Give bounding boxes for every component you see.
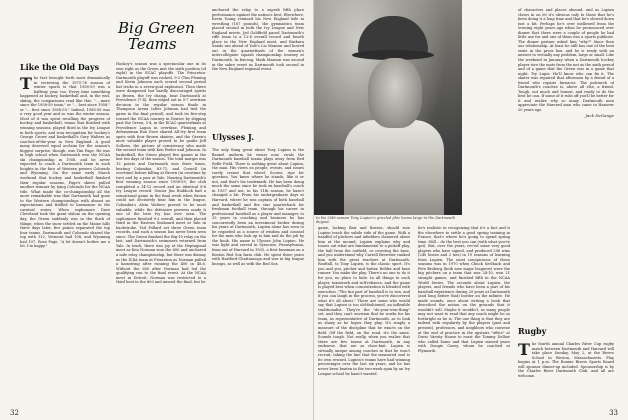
right-col3-text: of characters and places abound, and as Lupien closes in on 60 it's obvious only to those that he's been doing it a long time and that he's slowed down just a bit. Perhaps he's over mellowed from the evening eight years ago when he pronounced over dinner that there were a couple of people he had little use for and one of them was a sports publicist. The dinner partner asked him "why?" Since then our relationship. At least he still has one of the best seats in the press box, and he is ready with an answer to virtually any problem, large or small. Like the weekend in January when a Dartmouth hockey player tore the mats from the net as the sixth period and of a game that the Green was in a game that night. Try Lupie. He'll know who can fix it. The skater was repaired that afternoon by a friend of a friend who repairs furnaces. The patriarch of Dartmouth's coaches is, above all else, a friend. Tough, not much and honest, and ready to do the best he can. If some of it rubs off you'll be better for it and realize why so many Dartmouth men appreciate the Harvard man who came in Hanover 20 years ago.	[518, 8, 614, 113]
section2-col3-text: anchored the relay to a superb fifth place performance against the nation's best. Elsewhere, Kevin Young retained his New England title in wrestling (167 pounds), the gymnastics team placed second in both the Ivy League and New England meets, Jed Goldfield paced Dartmouth's rifle team to a 12-6 overall record and fourth place in the New England meet, and Barbara Sands ran ahead of Yale's Liz Manson and bowed out in the quarterfinals of the women's intercollegiate squash championship tourney at Dartmouth. In fencing, Mark Manson was second in the sabre event as Dartmouth took second in the New England regional event.	[212, 8, 304, 72]
rugby-text	[518, 342, 614, 378]
section-heading-rugby: Rugby	[518, 326, 547, 336]
title-line-2: Teams	[128, 35, 177, 53]
section2-col3b-text: The only thing great about Tony Lupien is the flannel uniform he wears now, rivals the Dartmouth baseball teams plays away from Red Rolfe Field. There is nothing great about Lupien, the man. His views on people, events, and issues rarely crease that wheel. Scores, ripe for question. You know where he stands, like it or not, and that's his trademark. He has been doing much the same since he took on baseball's coach in 1937 and not, in his 11th season, he hasn't changed a bit. From his undergraduate days at Harvard, where he was captain of both baseball and basketball and the star quarterback for freshman football team, through his career in professional baseball as a player and manager, to 25 years in coaching and business he has concurrently been an investment broker during his years at Dartmouth, Lupien alone has seen to be regarded as a source of wisdom and counsel for the men who look up to him and do the job by the book. His name is Ulysses John Lupien. He was light and served in Syracuse, Pennsylvania, from out of Harvard in 1935, a first baseman on a Boston Red Sox farm club. He spent three years with Hartford-Chattanooga and was in big league lineups, as well as with the Red Sox.	[212, 148, 304, 266]
author-initials: Jack DeGange	[585, 112, 614, 118]
section1-col2-text: Hockey's season was a spectacular one in its own right as the Green met the sixth position (of eight) in the ECAC playoffs. The Princeton-Dartmouth playoff was rocked, 9-2 (Tim Fleming and Kevin Johnson each scored second period hat tricks in a seven-goal explosion). Then there were dampened but hardly discouraged spirits as Brown, the Ivy champ, beat Dartmouth at Providence (7-4), then edged out in 5-7 overtime decision in the regular season finale in Thompson Arena (after Johnson had tied the game in the final period), and took its five-step toward the NCAA tourney in Denver by slipping past the Green, 5-4, in the ECAC quarterfinals at Providence Lagon in overtime. Fleming and defenseman Ron Dove shared All-Ivy first team spots with four Brown skaters, and the Green's most valuable player proved to be goalie Jeff Sollows, the picture of consistency who made the second team with Ken Peeler and Johnson. In basketball, the Green played five games in the last ten days of the season. The total margin was 13 points and Dartmouth won three times, beating Columbia, 83-71, and Cornell (in overtime) before falling at Brown (in overtime by two) and by a pair at Yale. Nearing Dartmouth's first winning season since 1958-59, the club completed a 14-12 record and an identical 8-6 Ivy League record. Senior Jim Ruddock had a sensational game in the final week when Brown could not decisively beat him in the league, Columbia's Alvin Walters proved to be most valuable, while the defensive prowess made it one of the best Ivy has ever seen. The sophomore finished 9-2 overall, and then placed third in the Eastern Seaboard meet at Yale in backstroke. Ted Pollard set three Green team records, and such a season has never been seen since. The Green finished the Big-10 relay on the last, and Dartmouth's swimmers returned from Yale. In track, there was joy at the Heptagonal meet as Ken Norman won the 600 and anchored a mile relay championship, but there was dismay as the IC4A team at Princeton as Norman pulled a hamstring after running the 400 in 48.6. Without the 600 after Norman had led the qualifying run to the final event. At the NCAA meet in Detroit, Norman was restricted to a third heat in the 600 and missed the final, but he	[116, 62, 206, 285]
section-heading-ulysses: Ulysses J.	[212, 132, 254, 142]
right-col-3	[518, 8, 614, 324]
right-page	[314, 0, 628, 420]
section-heading-old-days: Like the Old Days	[20, 62, 100, 72]
page-number-left: 32	[10, 409, 19, 417]
rugby-dropcap: T	[518, 342, 530, 359]
title-line-1: Big Green	[118, 19, 195, 37]
page-title	[118, 20, 208, 52]
title-block	[118, 20, 208, 52]
rugby-heading-wrap	[518, 326, 614, 340]
left-col-1	[20, 62, 110, 407]
section1-col1-text	[20, 76, 110, 249]
dropcap: T	[20, 74, 32, 93]
right-col1-text: game, lacking flair and finesse, should ruin Lupien teach the subtle side of the game. With a handful of pitchers and infielders clamored about him at the mound, Lupien explains why and tosses out what are fundamental to a pickoff play, the ball from the outfield, or covering the base, and you understand why Carroll Brewster ranked him with the great teachers at Dartmouth. Rooftall, to Tony Lupien, is the classic sport. It's you and you, pitcher and batter, fielder and base runner. You make the play. There's no one to do it for you, no place to hide. In all things to each player, teamwork and self-reliance, and the game is played best when concentration is blended with execution. "The fun part of baseball is to win, and if you can laugh in the process, you've discovered what it's all about." There are some who would say that Lupien is too old-fashioned, an inflexible traditionalist. They're the "do-your-own-thing" set, and they can't envision that he works for his team, as representative of Dartmouth, as to look as sharp as he hopes they play. It's simply a measure of the discipline that he exacts on the field. Off the field, on the road, it's the same. Sounds tough. Not really, when you realize that there are few teams at Dartmouth, in any endeavor, that are as close-knit. Lupien is virtually unique among coaches in that he won't recruit, taking the line that the measured soul is its own reward. Lupien's teams have had winning percentages over the last six years, and he has never been beaten in the two-week span by an Ivy League school he hasn't wanted.	[318, 226, 410, 376]
left-col-3-top	[212, 8, 304, 130]
rugby-column	[518, 342, 614, 408]
section1-col1-body: he fact brought forth most dramatically in reviewing the 1975-76 season of winter sports is that 1958-59 was a halfway year, too. Every time something happened at hockey, basketball and, in the end, skiing, the comparisons read like this: "... more since the 1958-59 team," or "... best since 1958," or "... first since 1958-59." Indeed, 1958-59 was a very good year and so was the winter season. Most of it was spent recalling the progress of hockey and basketball, teams that finished with winning seasons, played third in the Ivy League in both sports, and won recognition for hockey's George Crowe and basketball's Gary Walters as coaches-of-the-year in New England. A good many deserved equal acclaim for the season's biggest surprise, though, was Tim Page. He was in high school when Dartmouth won the NCAA ski championship in 1958, and he never expected to coach a Dartmouth team to such heights in the face of Western powers Colorado and Wyoming. On the same early March weekend that hockey and basketball finished their regular seasons, Page's skiers pulled another stunner by tying Colorado for the NCAA title. What made the co-championship all the more remarkable was that Dartmouth had gone to the Western championships with almost no expectations and fiddled to harmonize in the carnival series. When sophomore Dave Cleveland took the giant slalom on the opening day, the Green suddenly was in the thick of things; when the snow settled on the Maine hills three days later, five points separated the top four teams. Dartmouth and Colorado shared the top with 112, Vermont had 108, and Wyoming had 107. Rose Page, "A lot doesn't bother me a lot. I'm happy."	[20, 76, 110, 249]
rugby-body: he fourth annual Charles River Cup rugby match between Dartmouth and Harvard will take place Sunday, May 2, at the Rivers School in Weston, Massachusetts. Play begins at 1 p.m. The Ronnie Rivers Sports Board will sponsor dinner-up included. Sponsorship is by the Charles River Dartmouth Club, and all are welcome.	[518, 342, 614, 378]
coach-photo	[314, 0, 462, 215]
right-col-1	[318, 226, 410, 410]
right-col2-text: he's realistic in recognizing that it's a fact and it fits elsewhere to settle a good spring training in France, that's where he's going to spend spring time. Still... do the best you can (with what you've got). But, over the years, rev'ed some very good players who have signed, and produced 296 wins (240 losses and 2 ties) in 19 seasons of learning from Lupien. The most conspicuous of those seasons was in 1970 when Chuck Seelbach and Pete Broberg (both now major leaguers) were the big pitchers on a team that was 24-10, won 21 straight games, and finished fifth in the NCAA World Series. The seconds about Lupien, the players, and friends who have been a part of his baseball experience during 20 years at Dartmouth (and long before that) border on the infinite. He made sounds, once about writing a book that described the notion on the grounds that it wouldn't sell. Maybe it wouldn't, as many people may not want to read that any coach might be so forthright as he is. The one thing is that they are indeed with regularity by the players (past and present), professors, and neighbors who convene at the end of practice in the upstairs "office" at Davis Varsity House to roast the Tommy Dellow who called home and that Lupien missed years with Dougie Casey, whom he coached at Plymouth.	[418, 226, 510, 353]
right-col-2	[418, 226, 510, 410]
left-col-3-bottom	[212, 148, 304, 407]
ulysses-heading-wrap	[212, 132, 304, 146]
photo-caption: In his 20th season Tony Lupien's grizzled phiz looms large in the Dartmouth dugout.	[316, 216, 456, 225]
page-number-right: 33	[609, 409, 618, 417]
left-col-2	[116, 62, 206, 407]
